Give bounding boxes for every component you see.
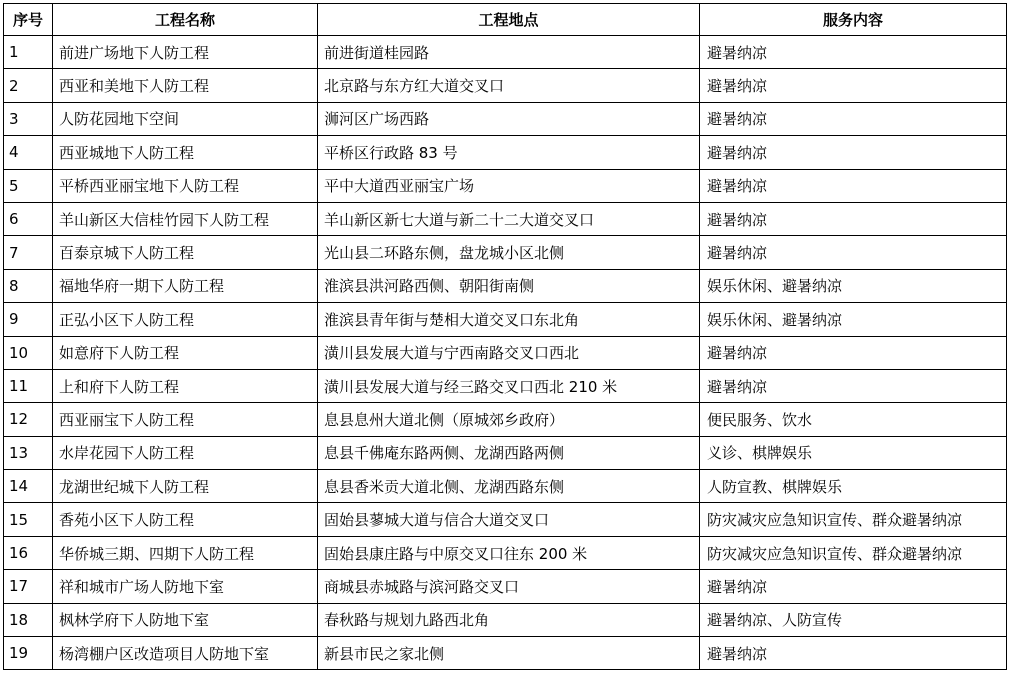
row-index: 2 [4, 69, 53, 102]
row-service: 避暑纳凉 [700, 36, 1007, 69]
row-name: 水岸花园下人防工程 [53, 436, 318, 469]
table-row [4, 136, 1007, 169]
row-index: 8 [4, 269, 53, 302]
row-index: 19 [4, 637, 53, 670]
header-index: 序号 [4, 4, 53, 36]
row-service: 娱乐休闲、避暑纳凉 [700, 303, 1007, 336]
row-service: 人防宣教、棋牌娱乐 [700, 470, 1007, 503]
row-name: 龙湖世纪城下人防工程 [53, 470, 318, 503]
table-row [4, 336, 1007, 369]
row-location: 光山县二环路东侧，盘龙城小区北侧 [318, 236, 700, 269]
row-location: 息县息州大道北侧（原城郊乡政府） [318, 403, 700, 436]
table-row [4, 570, 1007, 603]
row-location: 前进街道桂园路 [318, 36, 700, 69]
row-index: 13 [4, 436, 53, 469]
row-service: 防灾减灾应急知识宣传、群众避暑纳凉 [700, 503, 1007, 536]
row-index: 18 [4, 603, 53, 636]
table-row [4, 603, 1007, 636]
row-location: 固始县蓼城大道与信合大道交叉口 [318, 503, 700, 536]
row-index: 10 [4, 336, 53, 369]
row-index: 1 [4, 36, 53, 69]
row-service: 便民服务、饮水 [700, 403, 1007, 436]
row-service: 避暑纳凉、人防宣传 [700, 603, 1007, 636]
row-location: 淮滨县洪河路西侧、朝阳街南侧 [318, 269, 700, 302]
row-service: 避暑纳凉 [700, 236, 1007, 269]
row-location: 息县千佛庵东路两侧、龙湖西路两侧 [318, 436, 700, 469]
row-name: 上和府下人防工程 [53, 369, 318, 402]
table-row [4, 436, 1007, 469]
row-service: 避暑纳凉 [700, 169, 1007, 202]
table-row [4, 403, 1007, 436]
row-index: 5 [4, 169, 53, 202]
row-name: 枫林学府下人防地下室 [53, 603, 318, 636]
row-name: 杨湾棚户区改造项目人防地下室 [53, 637, 318, 670]
table-row [4, 236, 1007, 269]
table-row [4, 303, 1007, 336]
row-location: 息县香米贡大道北侧、龙湖西路东侧 [318, 470, 700, 503]
row-name: 人防花园地下空间 [53, 102, 318, 135]
header-location: 工程地点 [318, 4, 700, 36]
row-location: 商城县赤城路与滨河路交叉口 [318, 570, 700, 603]
row-location: 羊山新区新七大道与新二十二大道交叉口 [318, 202, 700, 235]
row-index: 4 [4, 136, 53, 169]
table-row [4, 369, 1007, 402]
row-location: 潢川县发展大道与经三路交叉口西北 210 米 [318, 369, 700, 402]
row-location: 平中大道西亚丽宝广场 [318, 169, 700, 202]
row-service: 避暑纳凉 [700, 570, 1007, 603]
row-name: 平桥西亚丽宝地下人防工程 [53, 169, 318, 202]
row-name: 香苑小区下人防工程 [53, 503, 318, 536]
row-name: 华侨城三期、四期下人防工程 [53, 536, 318, 569]
row-index: 14 [4, 470, 53, 503]
row-location: 春秋路与规划九路西北角 [318, 603, 700, 636]
row-location: 新县市民之家北侧 [318, 637, 700, 670]
row-index: 12 [4, 403, 53, 436]
table-row [4, 637, 1007, 670]
row-index: 3 [4, 102, 53, 135]
row-service: 避暑纳凉 [700, 69, 1007, 102]
row-service: 防灾减灾应急知识宣传、群众避暑纳凉 [700, 536, 1007, 569]
row-service: 避暑纳凉 [700, 369, 1007, 402]
table-body [4, 36, 1007, 670]
row-service: 义诊、棋牌娱乐 [700, 436, 1007, 469]
table-row [4, 36, 1007, 69]
table-row [4, 269, 1007, 302]
row-index: 7 [4, 236, 53, 269]
row-name: 百泰京城下人防工程 [53, 236, 318, 269]
row-name: 祥和城市广场人防地下室 [53, 570, 318, 603]
table-row [4, 102, 1007, 135]
row-location: 平桥区行政路 83 号 [318, 136, 700, 169]
header-service: 服务内容 [700, 4, 1007, 36]
row-service: 避暑纳凉 [700, 136, 1007, 169]
row-index: 15 [4, 503, 53, 536]
row-name: 西亚丽宝下人防工程 [53, 403, 318, 436]
row-location: 北京路与东方红大道交叉口 [318, 69, 700, 102]
row-service: 避暑纳凉 [700, 637, 1007, 670]
row-index: 11 [4, 369, 53, 402]
row-name: 西亚和美地下人防工程 [53, 69, 318, 102]
table-row [4, 503, 1007, 536]
row-location: 固始县康庄路与中原交叉口往东 200 米 [318, 536, 700, 569]
table-row [4, 202, 1007, 235]
row-name: 正弘小区下人防工程 [53, 303, 318, 336]
row-index: 9 [4, 303, 53, 336]
row-service: 娱乐休闲、避暑纳凉 [700, 269, 1007, 302]
table-row [4, 69, 1007, 102]
row-service: 避暑纳凉 [700, 102, 1007, 135]
table-row [4, 169, 1007, 202]
row-index: 6 [4, 202, 53, 235]
table-row [4, 536, 1007, 569]
row-name: 羊山新区大信桂竹园下人防工程 [53, 202, 318, 235]
table-row [4, 470, 1007, 503]
projects-table [3, 3, 1007, 670]
header-name: 工程名称 [53, 4, 318, 36]
row-location: 浉河区广场西路 [318, 102, 700, 135]
row-service: 避暑纳凉 [700, 336, 1007, 369]
row-location: 淮滨县青年街与楚相大道交叉口东北角 [318, 303, 700, 336]
header-row [4, 4, 1007, 36]
row-name: 前进广场地下人防工程 [53, 36, 318, 69]
row-service: 避暑纳凉 [700, 202, 1007, 235]
row-index: 17 [4, 570, 53, 603]
row-name: 如意府下人防工程 [53, 336, 318, 369]
row-name: 西亚城地下人防工程 [53, 136, 318, 169]
row-location: 潢川县发展大道与宁西南路交叉口西北 [318, 336, 700, 369]
row-index: 16 [4, 536, 53, 569]
row-name: 福地华府一期下人防工程 [53, 269, 318, 302]
